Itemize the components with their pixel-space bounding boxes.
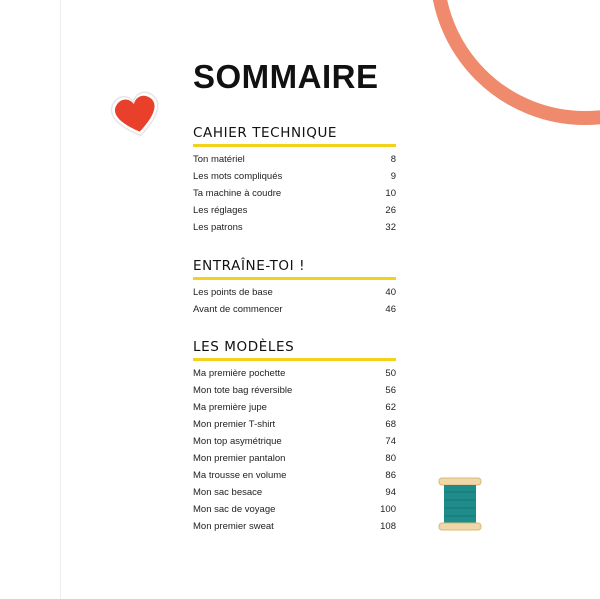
toc-entry[interactable]: [193, 470, 396, 487]
entry-label: Mon tote bag réversible: [193, 385, 293, 396]
page-title: SOMMAIRE: [193, 58, 379, 95]
entry-page: 68: [385, 419, 396, 430]
toc-entry[interactable]: [193, 287, 396, 304]
entry-page: 9: [390, 171, 396, 182]
toc-entry[interactable]: [193, 419, 396, 436]
toc-entry[interactable]: [193, 385, 396, 402]
heart-icon: [106, 86, 166, 142]
entry-page: 108: [380, 521, 396, 532]
entry-label: Mon top asymétrique: [193, 436, 282, 447]
entry-label: Mon premier T-shirt: [193, 419, 276, 430]
entry-page: 100: [380, 504, 396, 515]
toc-entry[interactable]: [193, 304, 396, 321]
entry-page: 10: [385, 188, 396, 199]
section-les-modeles: [193, 339, 396, 538]
entry-page: 50: [385, 368, 396, 379]
section-heading: CAHIER TECHNIQUE: [193, 125, 396, 147]
toc-entry[interactable]: [193, 368, 396, 385]
entry-label: Mon sac de voyage: [193, 504, 276, 515]
entry-label: Avant de commencer: [193, 304, 283, 315]
section-cahier-technique: [193, 125, 396, 239]
toc-entry[interactable]: [193, 402, 396, 419]
entry-label: Ton matériel: [193, 154, 245, 165]
entry-label: Les réglages: [193, 205, 248, 216]
toc-entry[interactable]: [193, 436, 396, 453]
entry-page: 56: [385, 385, 396, 396]
entry-label: Les patrons: [193, 222, 243, 233]
toc-entry[interactable]: [193, 487, 396, 504]
entry-page: 80: [385, 453, 396, 464]
entry-label: Mon sac besace: [193, 487, 263, 498]
entry-page: 46: [385, 304, 396, 315]
toc-entry[interactable]: [193, 453, 396, 470]
entry-page: 74: [385, 436, 396, 447]
entry-label: Mon premier sweat: [193, 521, 274, 532]
entry-label: Ma première jupe: [193, 402, 267, 413]
entry-page: 26: [385, 205, 396, 216]
entry-label: Ta machine à coudre: [193, 188, 282, 199]
entry-label: Ma première pochette: [193, 368, 286, 379]
toc-entry[interactable]: [193, 154, 396, 171]
toc-entry[interactable]: [193, 188, 396, 205]
toc-entry[interactable]: [193, 222, 396, 239]
entry-page: 32: [385, 222, 396, 233]
entry-label: Ma trousse en volume: [193, 470, 287, 481]
section-entraine-toi: [193, 258, 396, 321]
section-heading: ENTRAÎNE-TOI !: [193, 258, 396, 280]
toc-entry[interactable]: [193, 171, 396, 188]
toc-entry[interactable]: [193, 521, 396, 538]
entry-label: Les mots compliqués: [193, 171, 283, 182]
toc-entry[interactable]: [193, 504, 396, 521]
decorative-arc: [430, 0, 600, 125]
entry-page: 62: [385, 402, 396, 413]
entry-label: Les points de base: [193, 287, 273, 298]
entry-page: 8: [390, 154, 396, 165]
toc-entry[interactable]: [193, 205, 396, 222]
entry-page: 40: [385, 287, 396, 298]
section-heading: LES MODÈLES: [193, 339, 396, 361]
page-edge: [60, 0, 61, 599]
thread-spool-icon: [436, 476, 484, 532]
entry-page: 94: [385, 487, 396, 498]
entry-label: Mon premier pantalon: [193, 453, 286, 464]
entry-page: 86: [385, 470, 396, 481]
